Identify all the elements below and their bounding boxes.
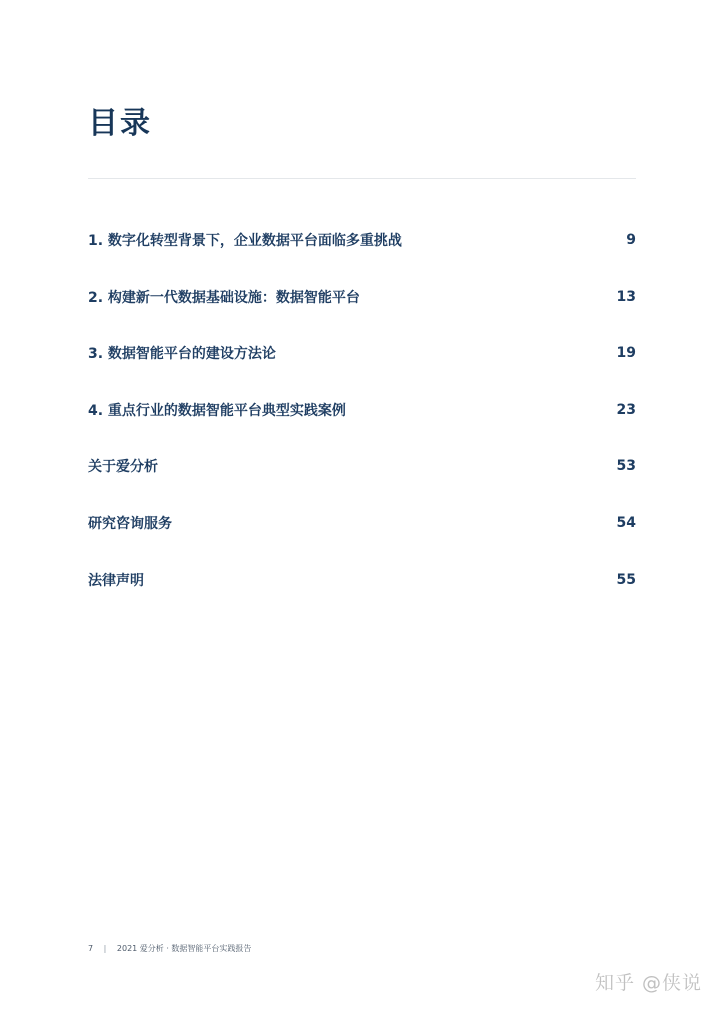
- toc-item-about[interactable]: [88, 452, 636, 480]
- toc-item-legal[interactable]: [88, 566, 636, 594]
- toc-item-page[interactable]: 53: [616, 458, 636, 475]
- table-of-contents: [88, 226, 636, 594]
- toc-item-page[interactable]: 55: [616, 571, 636, 588]
- footer-report-title: 2021 爱分析 · 数据智能平台实践报告: [116, 944, 252, 953]
- page-title: 目录: [88, 106, 152, 141]
- toc-item-research[interactable]: [88, 509, 636, 537]
- toc-item-page[interactable]: 54: [616, 514, 636, 531]
- toc-item-3[interactable]: [88, 339, 636, 367]
- toc-item-4[interactable]: [88, 396, 636, 424]
- footer-separator: |: [103, 944, 107, 953]
- toc-item-page[interactable]: 19: [616, 345, 636, 362]
- watermark: 知乎 @侠说: [594, 972, 702, 994]
- toc-item-label[interactable]: 2. 构建新一代数据基础设施：数据智能平台: [88, 289, 360, 306]
- toc-item-label[interactable]: 研究咨询服务: [88, 515, 172, 532]
- toc-item-label[interactable]: 3. 数据智能平台的建设方法论: [88, 346, 276, 363]
- toc-item-1[interactable]: [88, 226, 636, 254]
- title-divider: [88, 178, 636, 179]
- toc-item-page[interactable]: 13: [616, 288, 636, 305]
- toc-item-2[interactable]: [88, 283, 636, 311]
- toc-item-label[interactable]: 法律声明: [88, 572, 144, 589]
- page-footer: [88, 943, 251, 955]
- toc-item-page[interactable]: 23: [616, 401, 636, 418]
- footer-page-number: 7: [88, 944, 94, 953]
- toc-item-page[interactable]: 9: [626, 232, 636, 248]
- toc-item-label[interactable]: 4. 重点行业的数据智能平台典型实践案例: [88, 402, 346, 419]
- toc-item-label[interactable]: 1. 数字化转型背景下，企业数据平台面临多重挑战: [88, 233, 402, 249]
- toc-item-label[interactable]: 关于爱分析: [88, 459, 158, 476]
